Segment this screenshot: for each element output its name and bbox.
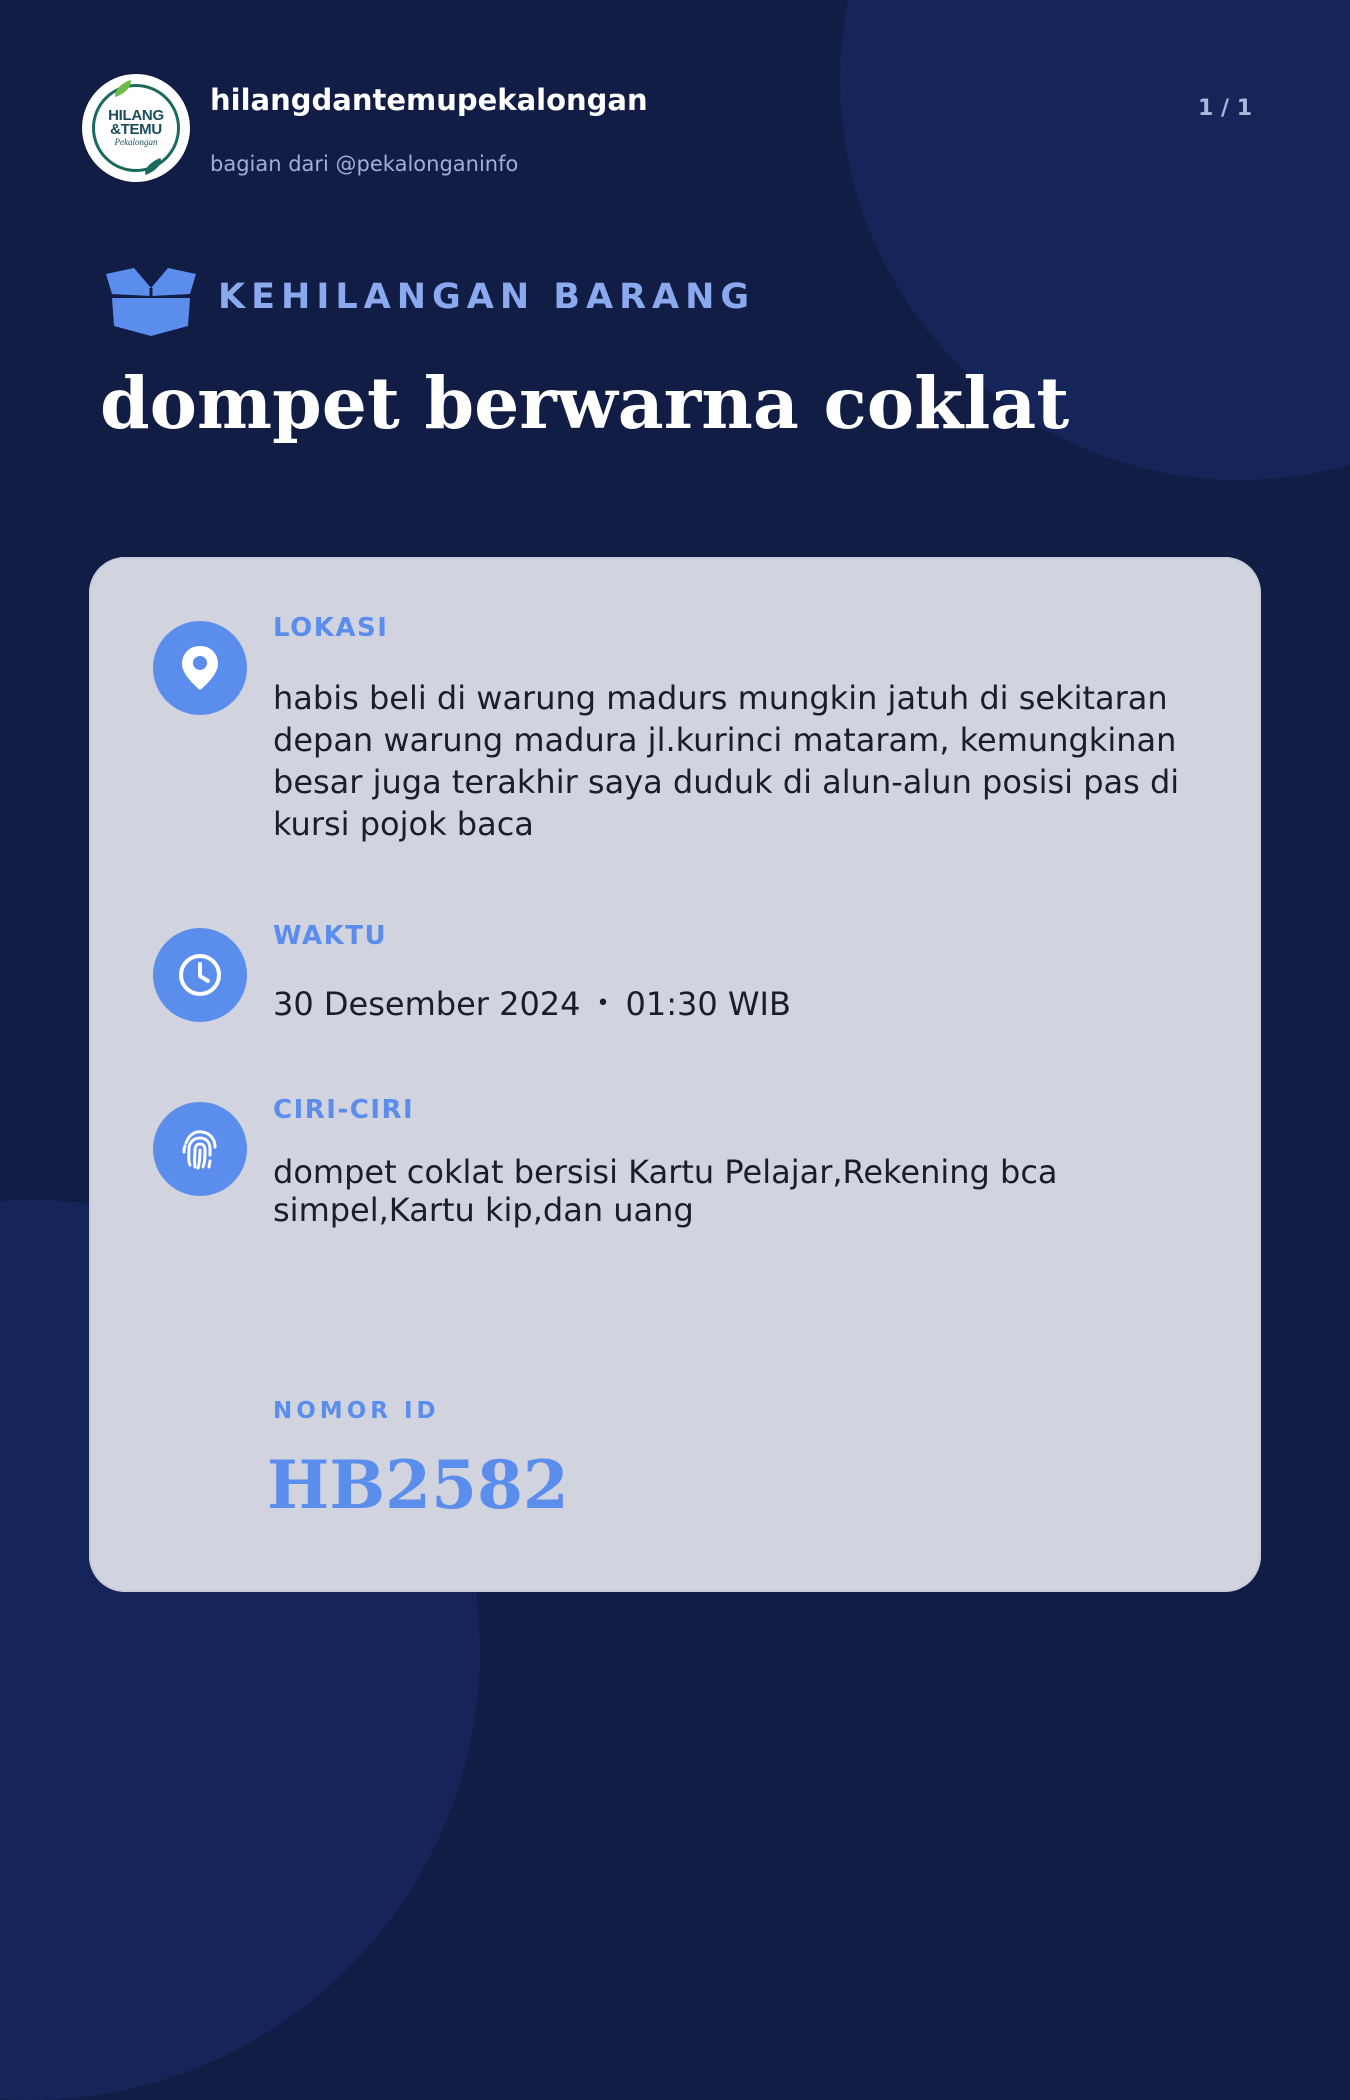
- avatar[interactable]: [82, 74, 190, 182]
- account-name[interactable]: hilangdantemupekalongan: [210, 83, 648, 117]
- leaf-icon: [112, 80, 135, 97]
- leaf-icon: [142, 158, 165, 175]
- id-label: NOMOR ID: [273, 1398, 440, 1424]
- id-value: HB2582: [267, 1446, 569, 1524]
- time-icon-circle: [153, 928, 247, 1022]
- traits-label: CIRI-CIRI: [273, 1095, 415, 1125]
- hilang-temu-logo: [92, 84, 180, 172]
- location-pin-icon: [180, 644, 220, 692]
- separator-dot: •: [596, 991, 610, 1016]
- logo-text-line2: &TEMU: [110, 120, 162, 138]
- date-value: 30 Desember 2024: [273, 985, 581, 1023]
- traits-value: dompet coklat bersisi Kartu Pelajar,Rekening bca simpel,Kartu kip,dan uang: [273, 1153, 1058, 1229]
- item-title: dompet berwarna coklat: [100, 361, 1070, 445]
- time-label: WAKTU: [273, 921, 388, 951]
- fingerprint-icon: [176, 1125, 224, 1173]
- clock-icon: [177, 952, 223, 998]
- category-label: KEHILANGAN BARANG: [218, 277, 756, 317]
- account-subtitle: bagian dari @pekalonganinfo: [210, 152, 519, 176]
- logo-text-line3: Pekalongan: [114, 136, 158, 147]
- location-label: LOKASI: [273, 613, 389, 643]
- info-card: [89, 557, 1261, 1592]
- location-icon-circle: [153, 621, 247, 715]
- traits-icon-circle: [153, 1102, 247, 1196]
- location-value: habis beli di warung madurs mungkin jatuh di sekitaran depan warung madura jl.kurinci mataram, kemungkinan besar juga terakhir saya duduk di alun-alun posisi pas di kursi pojok baca: [273, 679, 1180, 843]
- page-counter: 1 / 1: [1198, 96, 1252, 121]
- open-box-icon: [104, 266, 198, 338]
- clock-time-value: 01:30 WIB: [625, 985, 791, 1023]
- logo-text-line1: HILANG: [108, 106, 164, 124]
- time-value: [273, 983, 791, 1025]
